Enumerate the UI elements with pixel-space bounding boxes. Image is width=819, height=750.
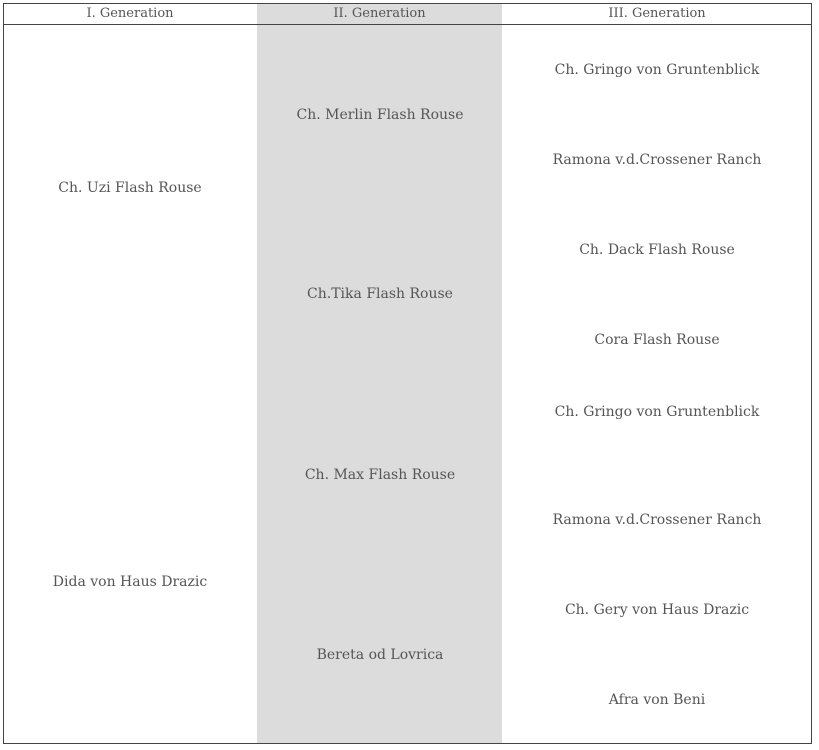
gen2-entry-3: Ch. Max Flash Rouse (304, 467, 456, 483)
gen3-entry-6: Ramona v.d.Crossener Ranch (552, 512, 762, 528)
gen3-entry-8: Afra von Beni (608, 692, 706, 708)
gen3-entry-5: Ch. Gringo von Gruntenblick (554, 404, 760, 420)
gen3-entry-7: Ch. Gery von Haus Drazic (564, 602, 750, 618)
header-divider (3, 24, 812, 25)
header-generation-3: III. Generation (608, 6, 706, 21)
gen1-dam: Dida von Haus Drazic (52, 574, 208, 590)
gen2-entry-4: Bereta od Lovrica (316, 647, 444, 663)
gen2-entry-1: Ch. Merlin Flash Rouse (296, 107, 464, 123)
gen3-entry-4: Cora Flash Rouse (594, 332, 720, 348)
header-generation-2: II. Generation (333, 6, 426, 21)
gen3-entry-3: Ch. Dack Flash Rouse (579, 242, 735, 258)
gen3-entry-2: Ramona v.d.Crossener Ranch (552, 152, 762, 168)
gen2-entry-2: Ch.Tika Flash Rouse (307, 286, 453, 302)
header-generation-1: I. Generation (86, 6, 174, 21)
gen1-sire: Ch. Uzi Flash Rouse (58, 180, 202, 196)
gen3-entry-1: Ch. Gringo von Gruntenblick (554, 62, 760, 78)
